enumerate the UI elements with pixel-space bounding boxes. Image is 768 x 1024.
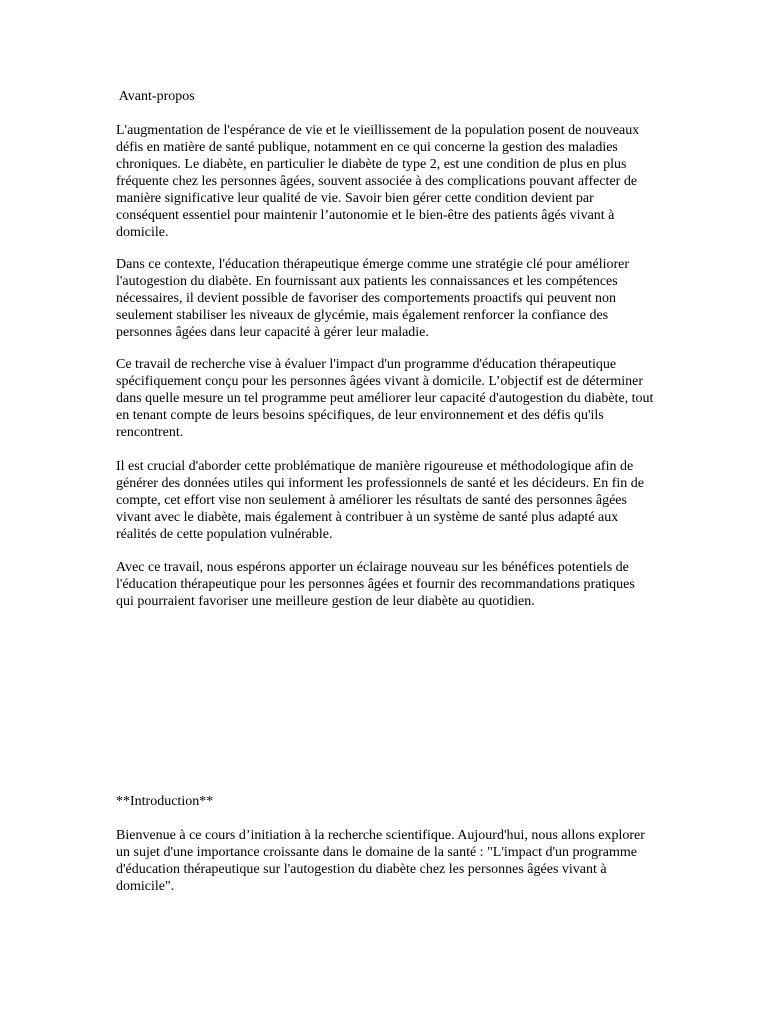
paragraph-conclusion: Avec ce travail, nous espérons apporter un éclairage nouveau sur les bénéfices potentiels de l'éducation thérapeutique pour les personnes âgées et fournir des recommandations pratiques qui pourraient favoriser une meilleure gestion de leur diabète au quotidien. <box>116 560 635 609</box>
paragraph-context: L'augmentation de l'espérance de vie et le vieillissement de la population posent de nouveaux défis en matière de santé publique, notamment en ce qui concerne la gestion des maladies chroniques. Le diabète, en particulier le diabète de type 2, est une condition de plus en plus fréquente chez les personnes âgées, souvent associée à des complications pouvant affecter de manière significative leur qualité de vie. Savoir bien gérer cette condition devient par conséquent essentiel pour maintenir l’autonomie et le bien-être des patients âgés vivant à domicile. <box>116 123 640 240</box>
paragraph-education: Dans ce contexte, l'éducation thérapeutique émerge comme une stratégie clé pour améliorer l'autogestion du diabète. En fournissant aux patients les connaissances et les compétences nécessaires, il devient possible de favoriser des comportements proactifs qui peuvent non seulement stabiliser les niveaux de glycémie, mais également renforcer la confiance des personnes âgées dans leur capacité à gérer leur maladie. <box>116 257 630 340</box>
paragraph-objective: Ce travail de recherche vise à évaluer l'impact d'un programme d'éducation thérapeutique spécifiquement conçu pour les personnes âgées vivant à domicile. L’objectif est de déterminer dans quelle mesure un tel programme peut améliorer leur capacité d'autogestion du diabète, tout en tenant compte de leurs besoins spécifiques, de leur environnement et des défis qu'ils rencontrent. <box>116 357 654 440</box>
heading-introduction: **Introduction** <box>116 794 214 809</box>
paragraph-importance: Il est crucial d'aborder cette problématique de manière rigoureuse et méthodologique afin de générer des données utiles qui informent les professionnels de santé et les décideurs. En fin de compte, cet effort vise non seulement à améliorer les résultats de santé des personnes âgées vivant avec le diabète, mais également à contribuer à un système de santé plus adapté aux réalités de cette population vulnérable. <box>116 459 644 542</box>
heading-avant-propos: Avant-propos <box>116 89 195 104</box>
paragraph-introduction: Bienvenue à ce cours d’initiation à la recherche scientifique. Aujourd'hui, nous allons explorer un sujet d'une importance croissante dans le domaine de la santé : "L'impact d'un programme d'éducation thérapeutique sur l'autogestion du diabète chez les personnes âgées vivant à domicile". <box>116 828 645 894</box>
